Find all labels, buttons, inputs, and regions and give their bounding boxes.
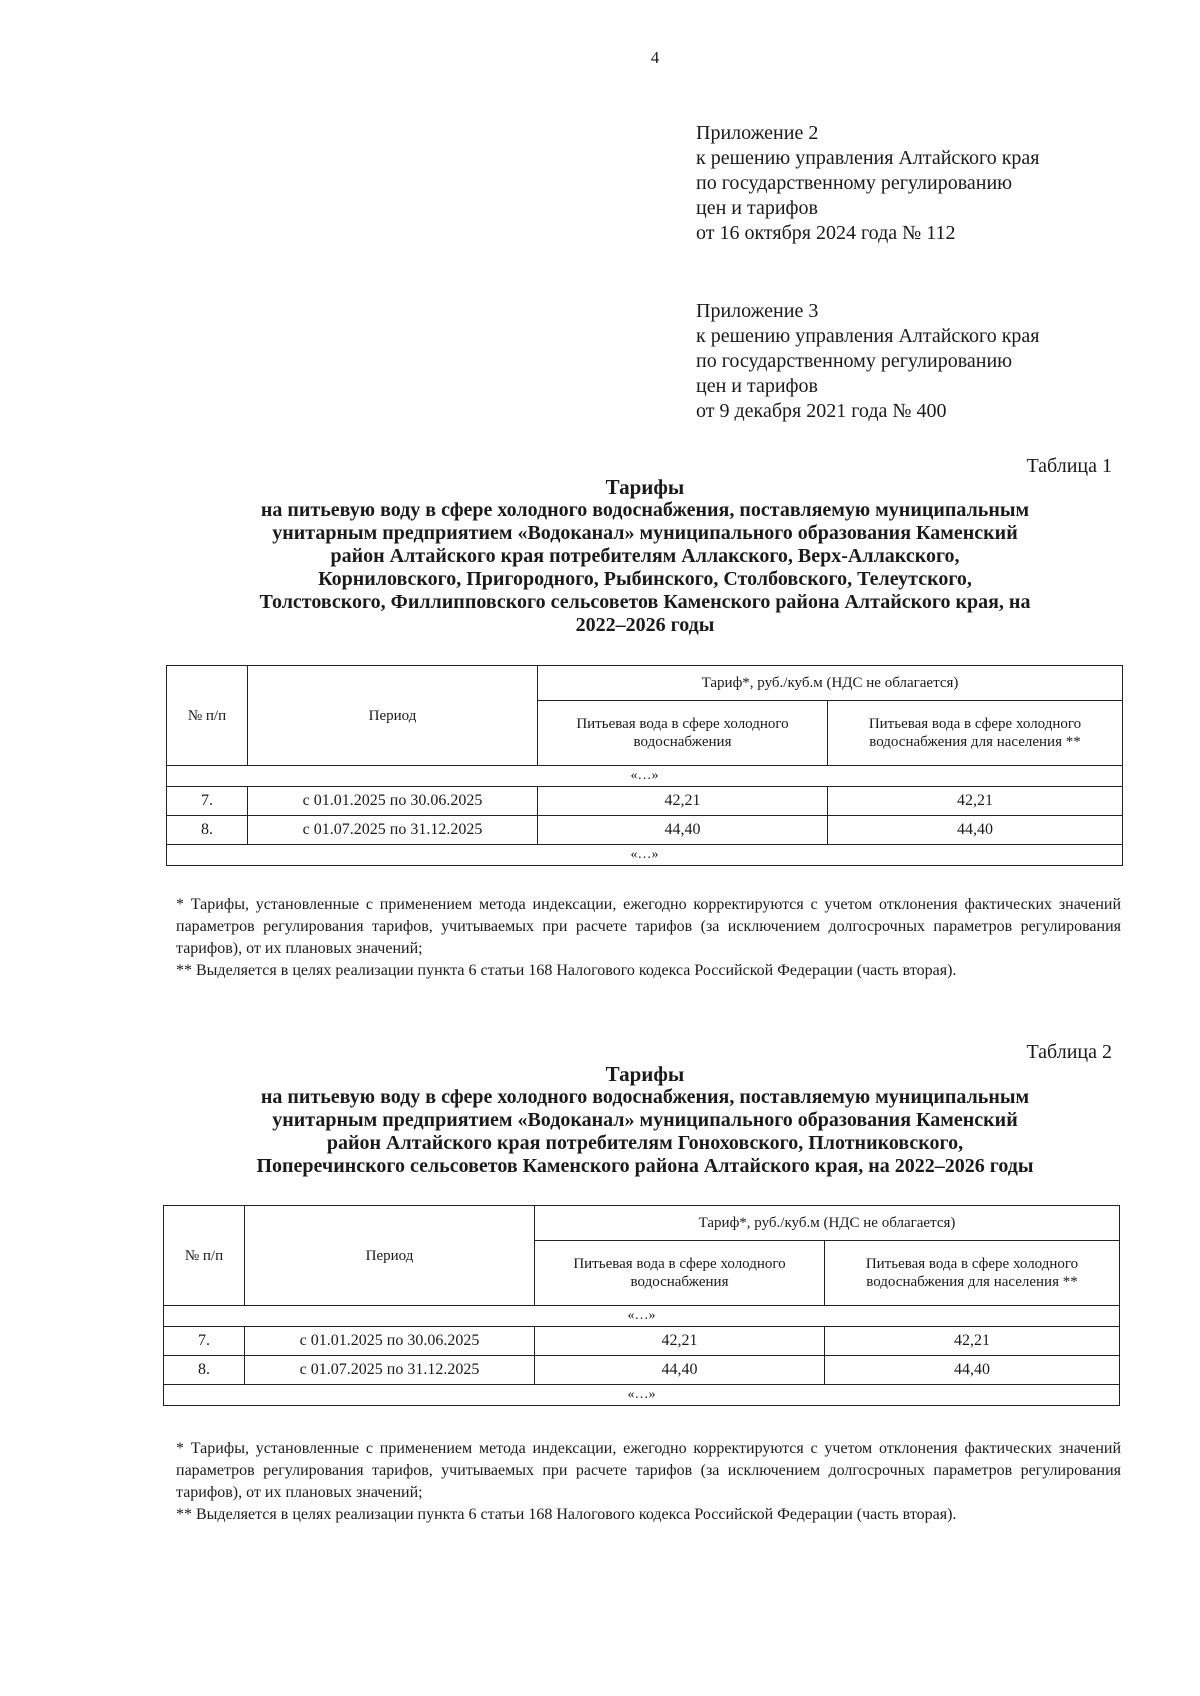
ellipsis-cell: «…» — [167, 766, 1123, 787]
cell-tariff-a: 44,40 — [535, 1356, 825, 1385]
cell-num: 7. — [167, 787, 248, 816]
cell-num: 7. — [164, 1327, 245, 1356]
table-header-row — [167, 666, 1123, 701]
heading-line: на питьевую воду в сфере холодного водоснабжения, поставляемую муниципальным — [260, 1086, 1030, 1108]
table-row-ellipsis — [167, 766, 1123, 787]
cell-period: с 01.07.2025 по 31.12.2025 — [248, 816, 538, 845]
table-2-label: Таблица 2 — [1026, 1041, 1112, 1063]
heading-line: 2022–2026 годы — [575, 614, 715, 636]
header-period: Период — [248, 666, 538, 766]
table-2-heading — [160, 1063, 1130, 1178]
ellipsis-cell: «…» — [164, 1385, 1120, 1406]
appendix-line: по государственному регулированию — [696, 350, 1013, 372]
header-num: № п/п — [167, 666, 248, 766]
table-1-footnotes — [176, 894, 1121, 982]
footnote: * Тарифы, установленные с применением метода индексации, ежегодно корректируются с учетом отклонения фактических значений параметров регулирования тарифов, учитываемых при расчете тарифов (за исключением долгосрочных параметров регулирования тарифов), от их плановых значений; — [176, 896, 1121, 957]
header-col-b: Питьевая вода в сфере холодного водоснабжения для населения ** — [828, 701, 1123, 766]
appendix-line: цен и тарифов — [696, 197, 818, 219]
cell-period: с 01.01.2025 по 30.06.2025 — [248, 787, 538, 816]
heading-line: район Алтайского края потребителям Гоноховского, Плотниковского, — [326, 1132, 964, 1154]
cell-num: 8. — [167, 816, 248, 845]
appendix-line: к решению управления Алтайского края — [696, 325, 1040, 347]
footnote: * Тарифы, установленные с применением метода индексации, ежегодно корректируются с учетом отклонения фактических значений параметров регулирования тарифов, учитываемых при расчете тарифов (за исключением долгосрочных параметров регулирования тарифов), от их плановых значений; — [176, 1440, 1121, 1501]
appendix-line: цен и тарифов — [696, 375, 818, 397]
heading-line: унитарным предприятием «Водоканал» муниципального образования Каменский — [272, 522, 1018, 544]
table-2-title: Тарифы — [605, 1062, 685, 1086]
table-2-footnotes — [176, 1438, 1121, 1526]
heading-line: на питьевую воду в сфере холодного водоснабжения, поставляемую муниципальным — [260, 499, 1030, 521]
header-col-b: Питьевая вода в сфере холодного водоснабжения для населения ** — [825, 1241, 1120, 1306]
cell-tariff-a: 42,21 — [538, 787, 828, 816]
appendix-line: к решению управления Алтайского края — [696, 147, 1040, 169]
heading-line: Поперечинского сельсоветов Каменского района Алтайского края, на 2022–2026 годы — [256, 1155, 1034, 1177]
header-period: Период — [245, 1206, 535, 1306]
table-row-ellipsis — [164, 1385, 1120, 1406]
cell-tariff-b: 42,21 — [825, 1327, 1120, 1356]
heading-line: Толстовского, Филлипповского сельсоветов Каменского района Алтайского края, на — [259, 591, 1031, 613]
heading-line: район Алтайского края потребителям Аллакского, Верх-Аллакского, — [330, 545, 960, 567]
cell-tariff-a: 42,21 — [535, 1327, 825, 1356]
appendix-line: Приложение 3 — [696, 300, 819, 322]
footnote: ** Выделяется в целях реализации пункта 6 статьи 168 Налогового кодекса Российской Федерации (часть вторая). — [176, 962, 957, 979]
ellipsis-cell: «…» — [164, 1306, 1120, 1327]
tariff-table-2 — [163, 1205, 1120, 1406]
header-tariff-group: Тариф*, руб./куб.м (НДС не облагается) — [535, 1206, 1120, 1241]
ellipsis-cell: «…» — [167, 845, 1123, 866]
tariff-table-1 — [166, 665, 1123, 866]
table-row — [164, 1356, 1120, 1385]
table-row-ellipsis — [167, 845, 1123, 866]
footnote: ** Выделяется в целях реализации пункта 6 статьи 168 Налогового кодекса Российской Федерации (часть вторая). — [176, 1506, 957, 1523]
cell-tariff-a: 44,40 — [538, 816, 828, 845]
appendix-3-reference — [696, 299, 1040, 424]
page-number: 4 — [650, 48, 660, 67]
header-col-a: Питьевая вода в сфере холодного водоснабжения — [535, 1241, 825, 1306]
header-tariff-group: Тариф*, руб./куб.м (НДС не облагается) — [538, 666, 1123, 701]
appendix-line: Приложение 2 — [696, 122, 819, 144]
appendix-line: от 16 октября 2024 года № 112 — [696, 222, 956, 244]
table-row — [167, 816, 1123, 845]
header-num: № п/п — [164, 1206, 245, 1306]
header-col-a: Питьевая вода в сфере холодного водоснабжения — [538, 701, 828, 766]
table-row-ellipsis — [164, 1306, 1120, 1327]
table-1-label: Таблица 1 — [1026, 455, 1112, 477]
cell-tariff-b: 44,40 — [825, 1356, 1120, 1385]
table-1-heading — [160, 476, 1130, 637]
table-row — [167, 787, 1123, 816]
heading-line: унитарным предприятием «Водоканал» муниципального образования Каменский — [272, 1109, 1018, 1131]
heading-line: Корниловского, Пригородного, Рыбинского, Столбовского, Телеутского, — [318, 568, 972, 590]
table-1-title: Тарифы — [605, 475, 685, 499]
table-header-row — [164, 1206, 1120, 1241]
appendix-line: по государственному регулированию — [696, 172, 1013, 194]
cell-tariff-b: 44,40 — [828, 816, 1123, 845]
table-row — [164, 1327, 1120, 1356]
appendix-2-reference — [696, 121, 1040, 246]
cell-period: с 01.07.2025 по 31.12.2025 — [245, 1356, 535, 1385]
appendix-line: от 9 декабря 2021 года № 400 — [696, 400, 947, 422]
cell-period: с 01.01.2025 по 30.06.2025 — [245, 1327, 535, 1356]
cell-num: 8. — [164, 1356, 245, 1385]
cell-tariff-b: 42,21 — [828, 787, 1123, 816]
